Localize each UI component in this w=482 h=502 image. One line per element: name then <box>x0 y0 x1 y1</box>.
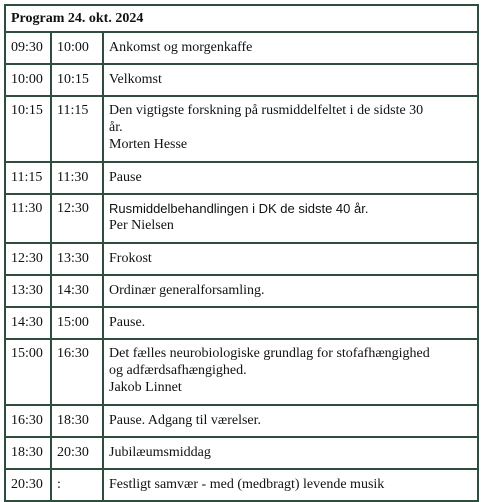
start-time: 10:00 <box>5 64 51 96</box>
activity <box>103 307 478 339</box>
table-row <box>5 162 478 194</box>
speaker-name: Jakob Linnet <box>109 380 182 395</box>
end-time: 14:30 <box>51 275 103 307</box>
table-row <box>5 405 478 437</box>
start-time: 11:30 <box>5 194 51 243</box>
start-time: 20:30 <box>5 469 51 501</box>
start-time: 16:30 <box>5 405 51 437</box>
activity <box>103 162 478 194</box>
activity-line: Rusmiddelbehandlingen i DK de sidste 40 år. <box>109 201 369 216</box>
start-time: 09:30 <box>5 32 51 64</box>
end-time: 10:15 <box>51 64 103 96</box>
program-table <box>4 4 479 502</box>
table-row <box>5 32 478 64</box>
table-row <box>5 96 478 162</box>
start-time: 18:30 <box>5 437 51 469</box>
start-time: 11:15 <box>5 162 51 194</box>
table-row <box>5 275 478 307</box>
activity <box>103 32 478 64</box>
activity <box>103 437 478 469</box>
activity-line: og adfærdsafhængighed. <box>109 363 247 378</box>
activity <box>103 339 478 405</box>
program-title: Program 24. okt. 2024 <box>5 5 478 32</box>
activity <box>103 469 478 501</box>
activity-line: Den vigtigste forskning på rusmiddelfeltet i de sidste 30 <box>109 103 424 118</box>
activity-line: Ordinær generalforsamling. <box>109 283 265 298</box>
activity-line: Frokost <box>109 251 152 266</box>
activity <box>103 96 478 162</box>
end-time: 12:30 <box>51 194 103 243</box>
table-row <box>5 243 478 275</box>
end-time: 18:30 <box>51 405 103 437</box>
start-time: 10:15 <box>5 96 51 162</box>
start-time: 14:30 <box>5 307 51 339</box>
activity <box>103 64 478 96</box>
end-time: 15:00 <box>51 307 103 339</box>
end-time: 10:00 <box>51 32 103 64</box>
title-row <box>5 5 478 32</box>
activity-line: Pause <box>109 170 142 185</box>
activity-line: år. <box>109 120 123 135</box>
end-time: 20:30 <box>51 437 103 469</box>
start-time: 12:30 <box>5 243 51 275</box>
activity-line: Festligt samvær - med (medbragt) levende musik <box>109 477 385 492</box>
activity <box>103 275 478 307</box>
table-row <box>5 469 478 501</box>
table-row <box>5 307 478 339</box>
table-row <box>5 64 478 96</box>
activity-line: Jubilæumsmiddag <box>109 445 211 460</box>
end-time: 16:30 <box>51 339 103 405</box>
activity <box>103 194 478 243</box>
start-time: 13:30 <box>5 275 51 307</box>
table-row <box>5 194 478 243</box>
end-time: 13:30 <box>51 243 103 275</box>
speaker-name: Morten Hesse <box>109 137 188 152</box>
speaker-name: Per Nielsen <box>109 218 174 233</box>
table-row <box>5 437 478 469</box>
start-time: 15:00 <box>5 339 51 405</box>
activity <box>103 243 478 275</box>
end-time: 11:15 <box>51 96 103 162</box>
end-time: 11:30 <box>51 162 103 194</box>
activity-line: Det fælles neurobiologiske grundlag for stofafhængighed <box>109 346 430 361</box>
table-row <box>5 339 478 405</box>
activity-line: Pause. <box>109 315 146 330</box>
activity-line: Velkomst <box>109 72 162 87</box>
activity <box>103 405 478 437</box>
activity-line: Pause. Adgang til værelser. <box>109 413 262 428</box>
activity-line: Ankomst og morgenkaffe <box>109 40 253 55</box>
end-time: : <box>51 469 103 501</box>
